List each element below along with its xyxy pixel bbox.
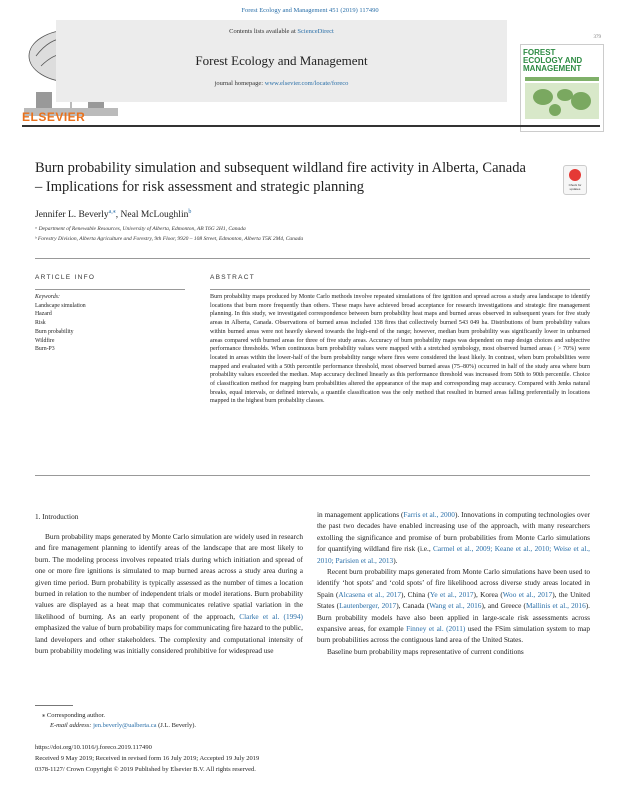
- keyword: Landscape simulation: [35, 302, 86, 309]
- author1-superscript[interactable]: a,⁎: [108, 209, 116, 215]
- cover-title: FOREST ECOLOGY AND MANAGEMENT: [523, 48, 583, 73]
- intro-paragraph-1: Burn probability maps generated by Monte Carlo simulation are widely used in research and fire management planning to identify areas of the landscape that are most likely to burn. The modeling process involves repeated trials during which initiation and spread of one or more fire ignitions is simulated to map burned areas across a study area during a given time period. Burn probability is typically assessed as the number of times a location burned in relation to the number of independent trials or model iterations. Burn probability values are displayed as a heat map that communicates relative spatial variation in the likelihood of burning. As an early proponent of the approach, Clarke et al. (1994) emphasized the value of burn probability maps for communicating fire hazard to the public, land developers and other stakeholders. The complexity and computational intensity of burn probability modeling was initially considered prohibitive for widespread use: [35, 532, 303, 656]
- citation-group-1[interactable]: Carmel et al., 2009; Keane et al., 2010; Weise et al., 2010; Parisien et al., 2013: [317, 544, 590, 565]
- author-line: [35, 208, 191, 220]
- cover-volume: 379: [593, 35, 601, 40]
- citation-farris-2000[interactable]: Farris et al., 2000: [403, 510, 455, 519]
- contents-line: [56, 28, 507, 35]
- citation-clarke-1994[interactable]: Clarke et al. (1994): [239, 611, 303, 621]
- crossmark-check-for-updates[interactable]: [563, 165, 587, 195]
- intro-paragraph-1-cont: in management applications (Farris et al., 2000). Innovations in computing technologies over the past two decades have enabled increasing use of the approach, with many researchers extolling the significance and promise of burn probabilities from Monte Carlo simulations for quantifying wildland fire risk (i.e., Carmel et al., 2009; Keane et al., 2010; Weise et al., 2010; Parisien et al., 2013).: [317, 510, 590, 565]
- keyword: Wildfire: [35, 337, 55, 344]
- citation-alcasena-2017[interactable]: Alcasena et al., 2017: [338, 589, 402, 599]
- keyword: Burn probability: [35, 328, 74, 335]
- email-suffix: (J.L. Beverly).: [156, 722, 196, 729]
- abstract-end-rule: [35, 475, 590, 476]
- affiliation-a: ᵃ Department of Renewable Resources, University of Alberta, Edmonton, AB T6G 2H1, Canada: [35, 226, 246, 232]
- email-link[interactable]: jen.beverly@ualberta.ca: [93, 722, 157, 729]
- article-title: Burn probability simulation and subsequent wildland fire activity in Alberta, Canada – Implications for risk assessment and strategic planning: [35, 160, 526, 195]
- keywords-label: Keywords:: [35, 294, 60, 300]
- affiliation-rule: [35, 258, 590, 259]
- introduction-heading: 1. Introduction: [35, 512, 79, 521]
- keyword: Burn-P3: [35, 346, 55, 353]
- journal-homepage: [56, 80, 507, 87]
- intro-paragraph-3: Baseline burn probability maps representative of current conditions: [327, 646, 524, 656]
- abstract-text: Burn probability maps produced by Monte Carlo methods involve repeated simulations of fire ignition and spread across a study area landscape to identify locations that burn more frequently than others. These maps have achieved broad acceptance for research investigations and strategic fire management planning. In this study, we investigated correspondence between burn probability heat maps and burned areas observed in subsequent years for five study areas in Alberta, Canada. Observations of burned areas included 138 fires that collectively burned 543 049 ha. Distributions of burn probability values within burned areas were not heavily skewed towards the high-end of the range; however, median burn probability was significantly lower in unburned areas compared with burned areas for three of five study areas. Accuracy of burn probability maps was dependent on map design choices and subjective performance thresholds. When continuous burn probability values were mapped with a stretched symbology, most observed burned areas ( > 70%) were located in areas within the lower-half of the burn probability range where fires were considered the least likely. In contrast, when burn probabilities were mapped and evaluated with a 50th percentile performance threshold, most observed burned areas (75–80%) occurred in half of the study area where burn probability values exceeded the median. Map accuracy declined linearly as this performance threshold was increased from 50th to 90th percentile. Choice of classification method for mapping burn probabilities altered the appearance of the map and corresponding map accuracy. Compared with Jenks natural breaks, equal intervals, or defined intervals, a quantile classification was the only method that resulted in burned areas falling preferentially in locations mapped in the highest burn probability classes.: [210, 294, 590, 405]
- sciencedirect-link[interactable]: ScienceDirect: [297, 28, 334, 35]
- citation-finney-2011[interactable]: Finney et al. (2011): [406, 624, 466, 634]
- homepage-prefix: journal homepage:: [214, 80, 265, 87]
- citation-ye-2017[interactable]: Ye et al., 2017: [429, 589, 474, 599]
- keywords-box: [35, 293, 185, 354]
- running-head[interactable]: Forest Ecology and Management 451 (2019) 117490: [241, 7, 379, 14]
- intro-left-column: [35, 531, 303, 656]
- intro-right-column: [317, 509, 590, 657]
- email-label: E-mail address:: [50, 722, 94, 729]
- corresponding-author-note: ⁎ Corresponding author.: [42, 712, 106, 719]
- author-mcloughlin[interactable]: Neal McLoughlin: [120, 210, 189, 221]
- header-rule: [22, 125, 600, 127]
- author-beverly[interactable]: Jennifer L. Beverly: [35, 210, 109, 221]
- citation-mallinis-2016[interactable]: Mallinis et al., 2016: [525, 601, 586, 611]
- abstract-heading: ABSTRACT: [210, 274, 256, 281]
- publisher-name: ELSEVIER: [22, 110, 86, 124]
- affiliation-b: ᵇ Forestry Division, Alberta Agriculture and Forestry, 9th Floor, 9920 – 108 Street, Edmonton, Alberta T5K 2M4, Canada: [35, 236, 304, 242]
- article-info-heading: ARTICLE INFO: [35, 274, 96, 281]
- copyright-line: 0378-1127/ Crown Copyright © 2019 Published by Elsevier B.V. All rights reserved.: [35, 766, 256, 773]
- keyword: Risk: [35, 320, 46, 327]
- abstract-rule: [210, 289, 590, 290]
- citation-wang-2016[interactable]: Wang et al., 2016: [429, 601, 482, 611]
- doi-link[interactable]: https://doi.org/10.1016/j.foreco.2019.117490: [35, 744, 152, 751]
- footnote-rule: [35, 705, 73, 706]
- contents-prefix: Contents lists available at: [229, 28, 298, 35]
- cover-world-map: [525, 83, 599, 119]
- received-dates: Received 9 May 2019; Received in revised form 16 July 2019; Accepted 19 July 2019: [35, 755, 260, 762]
- cover-band: [525, 77, 599, 81]
- intro-paragraph-2: Recent burn probability maps generated from Monte Carlo simulations have been used to identify ‘hot spots’ and ‘cold spots’ of fire likelihood across diverse study areas located in Spain (Alcasena et al., 2017), China (Ye et al., 2017), Korea (Woo et al., 2017), the United States (Lautenberger, 2017), Canada (Wang et al., 2016), and Greece (Mallinis et al., 2016). Burn probability models have also been applied in large-scale risk assessments across expansive areas, for example Finney et al. (2011) used the FSim simulation system to map burn probabilities across the contiguous land area of the United States.: [317, 567, 591, 645]
- citation-lautenberger-2017[interactable]: Lautenberger, 2017: [339, 601, 397, 611]
- journal-title: Forest Ecology and Management: [195, 53, 368, 68]
- crossmark-label: Check for updates: [568, 183, 582, 191]
- keywords-rule: [35, 289, 185, 290]
- journal-cover[interactable]: [520, 35, 604, 132]
- author-separator: ,: [115, 210, 121, 221]
- author2-superscript[interactable]: b: [188, 209, 192, 215]
- crossmark-icon: [569, 169, 581, 181]
- citation-woo-2017[interactable]: Woo et al., 2017: [502, 589, 553, 599]
- homepage-link[interactable]: www.elsevier.com/locate/foreco: [264, 80, 349, 87]
- email-line: [50, 722, 196, 729]
- keyword: Hazard: [35, 311, 52, 318]
